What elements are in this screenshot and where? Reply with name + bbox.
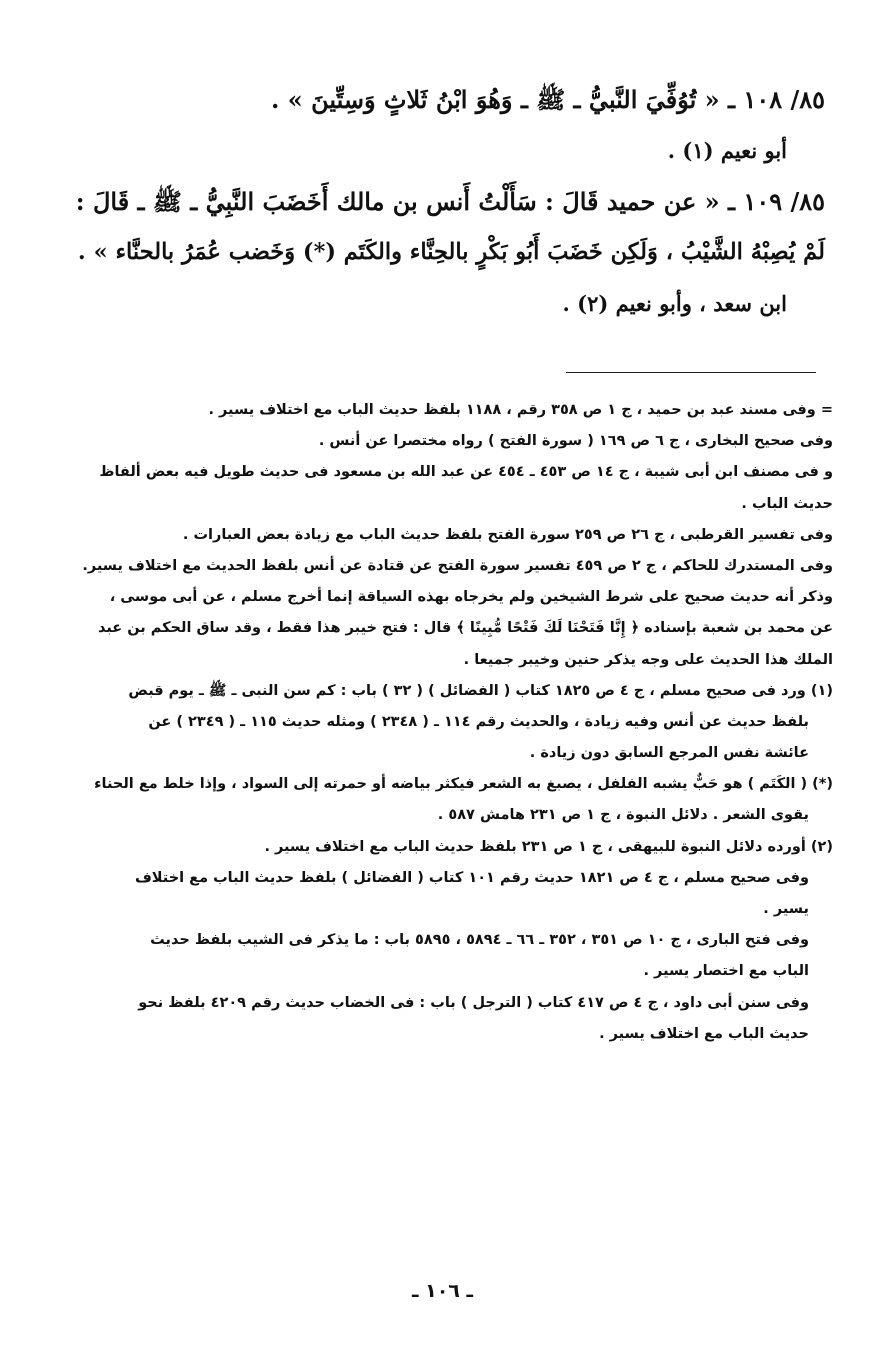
footnote-line: الباب مع اختصار يسير .: [643, 963, 809, 980]
hadith-text: [70, 74, 825, 329]
hadith-109-source: ابن سعد ، وأبو نعيم (٢) .: [562, 291, 787, 316]
footnote-line: = وفى مسند عبد بن حميد ، ج ١ ص ٣٥٨ رقم ، ١١٨٨ بلفظ حديث الباب مع اختلاف يسير .: [208, 402, 833, 418]
hadith-108-source: أبو نعيم (١) .: [667, 138, 787, 163]
footnote-line: بلفظ حديث عن أنس وفيه زيادة ، والحديث رقم ١١٤ ـ ( ٢٣٤٨ ) ومثله حديث ١١٥ ـ ( ٢٣٤٩ ) عن: [148, 713, 809, 730]
footnote-star: (*) ( الكَتَم ) هو حَبٌّ يشبه الفلفل ، يصبغ به الشعر فيكثر بياضه أو حمرته إلى السواد ، وإذا خلط مع الحناء: [94, 776, 833, 793]
footnote-line: الملك هذا الحديث على وجه يذكر حنين وخيبر جميعا .: [463, 651, 833, 668]
footnote-2: (٢) أورده دلائل النبوة للبيهقى ، ج ١ ص ٢٣١ بلفظ حديث الباب مع اختلاف يسير .: [264, 838, 833, 855]
footnote-line: وفى صحيح مسلم ، ج ٤ ص ١٨٢١ حديث رقم ١٠١ كتاب ( الفضائل ) بلفظ حديث الباب مع اختلاف: [134, 869, 809, 886]
footnote-line: وفى المستدرك للحاكم ، ج ٢ ص ٤٥٩ تفسير سورة الفتح عن قتادة عن أنس بلفظ الحديث مع اختلاف يسير.: [82, 557, 833, 574]
footnotes: [64, 395, 833, 1050]
footnote-line: عن محمد بن شعبة بإسناده ﴿ إِنَّا فَتَحْنَا لَكَ فَتْحًا مُّبِينًا ﴾ قال : فتح خيبر هذا فقط ، وقد ساق الحكم بن عبد: [97, 620, 833, 637]
page-number: ـ ١٠٦ ـ: [411, 1280, 473, 1302]
hadith-109-line-2: لَمْ يُصِبْهُ الشَّيْبُ ، وَلَكِن خَضَبَ أَبُو بَكْرٍ بالحِنَّاء والكَتَم (*) وَخَضب عُمَرُ بالحنَّاء » .: [77, 239, 825, 265]
footnote-line: و فى مصنف ابن أبى شيبة ، ج ١٤ ص ٤٥٣ ـ ٤٥٤ عن عبد الله بن مسعود فى حديث طويل فيه بعض ألفاظ: [99, 464, 833, 481]
footnote-line: عائشة نفس المرجع السابق دون زيادة .: [529, 745, 809, 762]
footnote-1: (١) ورد فى صحيح مسلم ، ج ٤ ص ١٨٢٥ كتاب ( الفضائل ) ( ٣٢ ) باب : كم سن النبى ـ ﷺ ـ يوم قبض: [128, 682, 833, 699]
footnote-line: وذكر أنه حديث صحيح على شرط الشيخين ولم يخرجاه بهذه السياقة إنما أخرج مسلم ، عن أبى موسى ،: [109, 589, 833, 606]
footnote-line: وفى تفسير القرطبى ، ج ٢٦ ص ٢٥٩ سورة الفتح بلفظ حديث الباب مع زيادة بعض العبارات .: [182, 526, 833, 543]
footnote-line: حديث الباب مع اختلاف يسير .: [599, 1025, 809, 1042]
footnote-line: حديث الباب .: [741, 495, 833, 512]
footnote-line: وفى فتح البارى ، ج ١٠ ص ٣٥١ ، ٣٥٢ ـ ٦٦ ـ ٥٨٩٤ ، ٥٨٩٥ باب : ما يذكر فى الشيب بلفظ حديث: [150, 932, 809, 949]
footnote-line: يسير .: [763, 901, 809, 917]
footnote-line: يقوى الشعر . دلائل النبوة ، ج ١ ص ٢٣١ هامش ٥٨٧ .: [437, 807, 809, 824]
hadith-109-line-1: ٨٥/ ١٠٩ ـ « عن حميد قَالَ : سَأَلْتُ أَنس بن مالك أَخَضَبَ النَّبِيُّ ـ ﷺ ـ قَالَ :: [75, 187, 825, 216]
footnote-line: وفى سنن أبى داود ، ج ٤ ص ٤١٧ كتاب ( الترجل ) باب : فى الخضاب حديث رقم ٤٢٠٩ بلفظ نحو: [138, 994, 809, 1011]
hadith-108: ٨٥/ ١٠٨ ـ « تُوُفِّيَ النَّبيُّ ـ ﷺ ـ وَهُوَ ابْنُ ثَلاثٍ وَسِتِّينَ » .: [271, 85, 825, 114]
footnote-separator: [566, 372, 816, 373]
footnote-line: وفى صحيح البخارى ، ج ٦ ص ١٦٩ ( سورة الفتح ) رواه مختصرا عن أنس .: [318, 433, 833, 450]
